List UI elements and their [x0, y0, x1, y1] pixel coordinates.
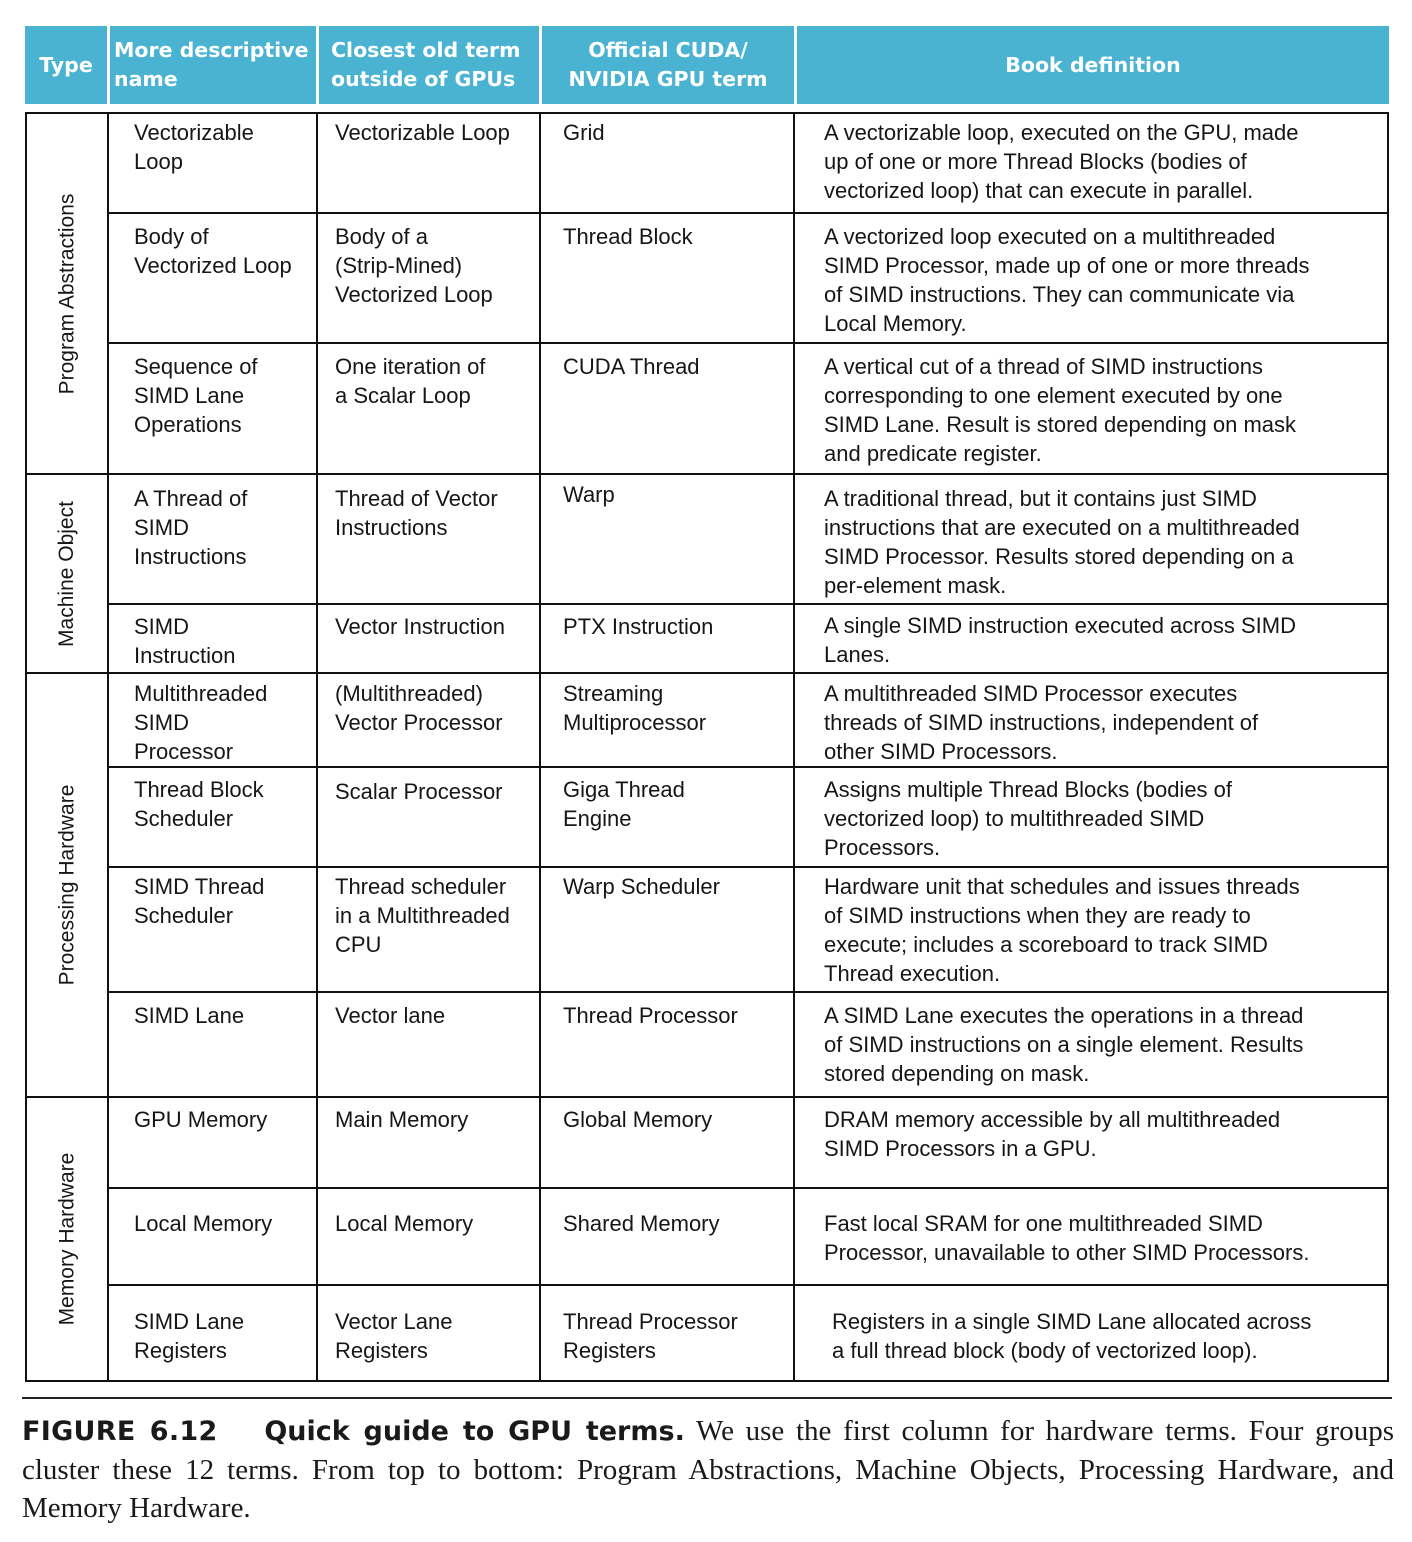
table-cell-old-term: Vector lane — [335, 1003, 446, 1028]
table-header — [25, 26, 1389, 104]
table-cell-cuda-term: Warp — [563, 482, 615, 507]
table-cell-name: Vectorizable Loop — [134, 120, 254, 174]
table-cell-cuda-term: Thread Processor Registers — [563, 1309, 738, 1363]
table-cell-definition: A vectorizable loop, executed on the GPU, made up of one or more Thread Blocks (bodies of vectorized loop) that can execute in parallel. — [824, 120, 1299, 203]
table-cell-name: SIMD Instruction — [134, 614, 236, 668]
table-cell-old-term: One iteration of a Scalar Loop — [335, 354, 486, 408]
table-cell-definition: A vectorized loop executed on a multithreaded SIMD Processor, made up of one or more threads of SIMD instructions. They can communicate via Local Memory. — [824, 224, 1310, 336]
table-cell-name: SIMD Lane — [134, 1003, 245, 1028]
table-cell-name: Thread Block Scheduler — [134, 777, 264, 831]
header-book-definition: Book definition — [1005, 52, 1181, 77]
table-cell-old-term: Main Memory — [335, 1107, 469, 1132]
table-cell-cuda-term: PTX Instruction — [563, 614, 714, 639]
header-cuda-term: Official CUDA/ NVIDIA GPU term — [568, 38, 768, 91]
table-cell-definition: Fast local SRAM for one multithreaded SIMD Processor, unavailable to other SIMD Processors. — [824, 1211, 1310, 1265]
table-cell-name: SIMD Thread Scheduler — [134, 874, 265, 928]
table-cell-old-term: Scalar Processor — [335, 779, 503, 804]
caption-text: We use the first column for hardware terms. Four groups cluster these 12 terms. From top to bottom: Program Abstractions, Machine Objects, Processing Hardware, and Memory Hardware. — [22, 1415, 1394, 1524]
table-cell-definition: Hardware unit that schedules and issues threads of SIMD instructions when they are ready to execute; includes a scoreboard to track SIMD Thread execution. — [824, 874, 1300, 986]
table-cell-cuda-term: CUDA Thread — [563, 354, 700, 379]
table-cell-old-term: Vector Lane Registers — [335, 1309, 453, 1363]
table-cell-definition: Registers in a single SIMD Lane allocated across a full thread block (body of vectorized loop). — [832, 1309, 1312, 1363]
figure-title: Quick guide to GPU terms. — [264, 1416, 685, 1447]
table-cell-name: Multithreaded SIMD Processor — [134, 681, 268, 764]
table-cell-cuda-term: Streaming Multiprocessor — [563, 681, 707, 735]
table-cell-cuda-term: Global Memory — [563, 1107, 713, 1132]
table-cell-definition: A single SIMD instruction executed across SIMD Lanes. — [824, 613, 1296, 667]
table-cell-cuda-term: Giga Thread Engine — [563, 777, 685, 831]
table-cell-old-term: Local Memory — [335, 1211, 474, 1236]
group-program-abstractions: Program Abstractions — [55, 193, 79, 394]
table-cell-definition: A SIMD Lane executes the operations in a thread of SIMD instructions on a single element. Results stored depending on mask. — [824, 1003, 1304, 1086]
table-cell-old-term: Body of a (Strip-Mined) Vectorized Loop — [335, 224, 493, 307]
group-machine-object: Machine Object — [55, 500, 78, 647]
group-processing-hardware: Processing Hardware — [55, 784, 79, 986]
table-cell-name: SIMD Lane Registers — [134, 1309, 245, 1363]
table-cell-name: Body of Vectorized Loop — [134, 224, 292, 278]
figure-number: FIGURE 6.12 — [22, 1416, 218, 1447]
table-cell-cuda-term: Thread Processor — [563, 1003, 738, 1028]
table-cell-old-term: Vectorizable Loop — [335, 120, 510, 145]
table-cell-name: Sequence of SIMD Lane Operations — [134, 354, 258, 437]
header-descriptive-name: More descriptive name — [114, 38, 309, 91]
table-cell-old-term: Vector Instruction — [335, 614, 505, 639]
table-cell-cuda-term: Warp Scheduler — [563, 874, 720, 899]
table-cell-old-term: Thread of Vector Instructions — [335, 486, 498, 540]
table-cell-name: GPU Memory — [134, 1107, 268, 1132]
table-cell-cuda-term: Thread Block — [563, 224, 693, 249]
header-old-term: Closest old term outside of GPUs — [331, 38, 521, 91]
table-cell-old-term: Thread scheduler in a Multithreaded CPU — [335, 874, 510, 957]
table-cell-old-term: (Multithreaded) Vector Processor — [335, 681, 503, 735]
table-cell-name: Local Memory — [134, 1211, 273, 1236]
table-cell-cuda-term: Grid — [563, 120, 605, 145]
table-cell-cuda-term: Shared Memory — [563, 1211, 720, 1236]
table-cell-definition: A traditional thread, but it contains just SIMD instructions that are executed on a multithreaded SIMD Processor. Results stored depending on a per-element mask. — [824, 486, 1300, 598]
header-type: Type — [39, 52, 93, 77]
table-cell-definition: A multithreaded SIMD Processor executes threads of SIMD instructions, independent of other SIMD Processors. — [824, 681, 1259, 764]
table-cell-definition: A vertical cut of a thread of SIMD instructions corresponding to one element executed by one SIMD Lane. Result is stored depending on mask and predicate register. — [824, 354, 1297, 466]
table-cell-definition: DRAM memory accessible by all multithreaded SIMD Processors in a GPU. — [824, 1107, 1281, 1161]
figure-caption — [22, 1412, 1394, 1527]
group-memory-hardware: Memory Hardware — [55, 1152, 78, 1326]
table-cell-definition: Assigns multiple Thread Blocks (bodies of vectorized loop) to multithreaded SIMD Processors. — [824, 777, 1233, 860]
caption-rule — [22, 1397, 1392, 1399]
table-cell-name: A Thread of SIMD Instructions — [134, 486, 248, 569]
